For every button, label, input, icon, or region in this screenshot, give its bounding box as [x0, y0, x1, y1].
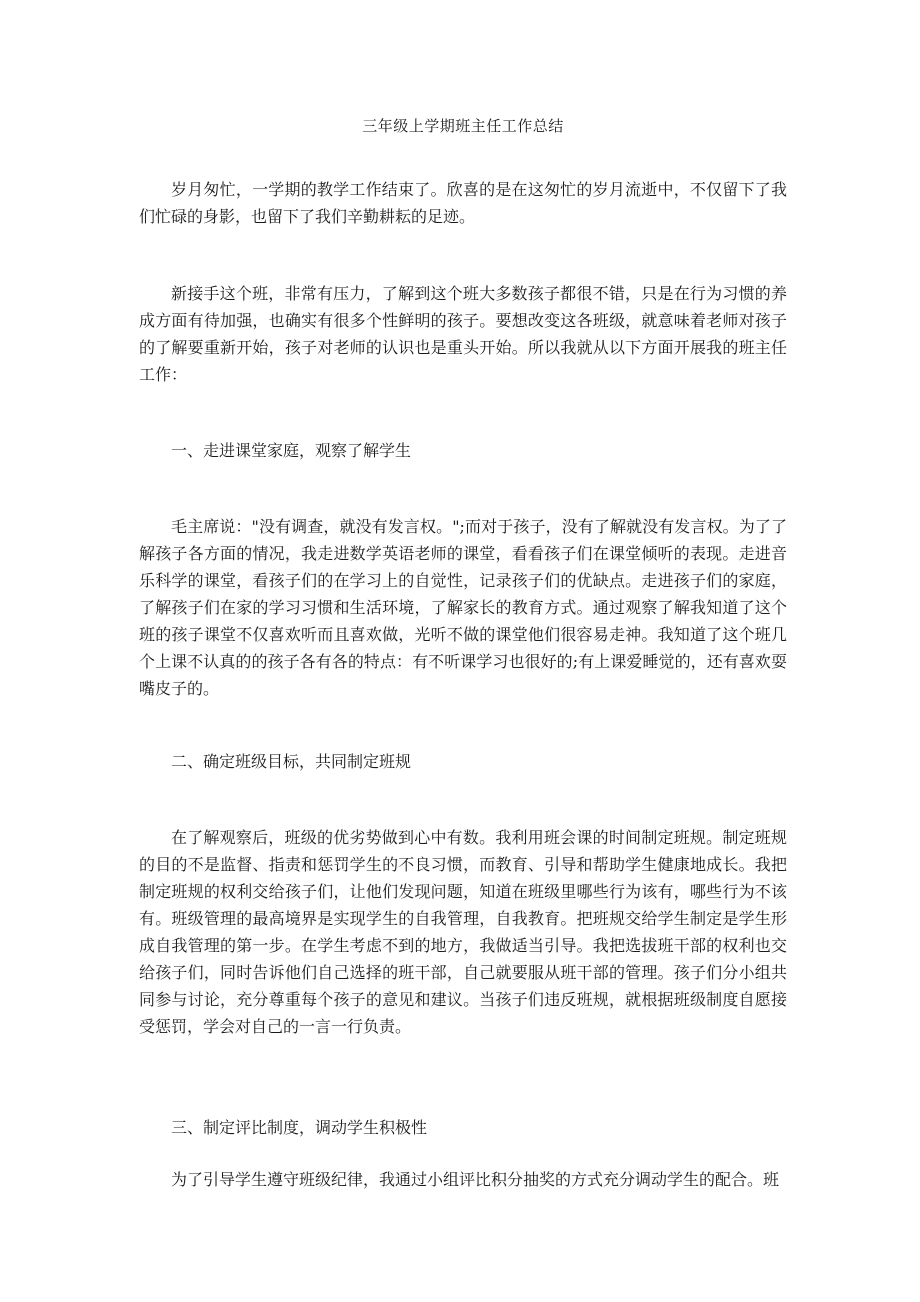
section-heading-3: 三、制定评比制度，调动学生积极性 — [171, 1118, 428, 1137]
paragraph-new-class: 新接手这个班，非常有压力，了解到这个班大多数孩子都很不错，只是在行为习惯的养成方面有待加强，也确实有很多个性鲜明的孩子。要想改变这各班级，就意味着老师对孩子的了解要重新开始，孩子对老师的认识也是重头开始。所以我就从以下方面开展我的班主任工作： — [139, 284, 787, 384]
paragraph-section-1: 毛主席说："没有调查，就没有发言权。";而对于孩子，没有了解就没有发言权。为了了解孩子各方面的情况，我走进数学英语老师的课堂，看看孩子们在课堂倾听的表现。走进音乐科学的课堂，看孩子们的在学习上的自觉性，记录孩子们的优缺点。走进孩子们的家庭，了解孩子们在家的学习习惯和生活环境，了解家长的教育方式。通过观察了解我知道了这个班的孩子课堂不仅喜欢听而且喜欢做，光听不做的课堂他们很容易走神。我知道了这个班几个上课不认真的的孩子各有各的特点：有不听课学习也很好的;有上课爱睡觉的，还有喜欢耍嘴皮子的。 — [139, 517, 787, 698]
section-heading-2: 二、确定班级目标，共同制定班规 — [171, 752, 412, 771]
paragraph-intro: 岁月匆忙，一学期的教学工作结束了。欣喜的是在这匆忙的岁月流逝中，不仅留下了我们忙碌的身影，也留下了我们辛勤耕耘的足迹。 — [139, 180, 787, 226]
paragraph-section-3: 为了引导学生遵守班级纪律，我通过小组评比积分抽奖的方式充分调动学生的配合。班 — [171, 1170, 780, 1189]
section-heading-1: 一、走进课堂家庭，观察了解学生 — [171, 441, 412, 460]
paragraph-section-2: 在了解观察后，班级的优劣势做到心中有数。我利用班会课的时间制定班规。制定班规的目的不是监督、指责和惩罚学生的不良习惯，而教育、引导和帮助学生健康地成长。我把制定班规的权利交给孩子们，让他们发现问题，知道在班级里哪些行为该有，哪些行为不该有。班级管理的最高境界是实现学生的自我管理，自我教育。把班规交给学生制定是学生形成自我管理的第一步。在学生考虑不到的地方，我做适当引导。我把选拔班干部的权利也交给孩子们，同时告诉他们自己选择的班干部，自己就要服从班干部的管理。孩子们分小组共同参与讨论，充分尊重每个孩子的意见和建议。当孩子们违反班规，就根据班级制度自愿接受惩罚，学会对自己的一言一行负责。 — [139, 828, 787, 1036]
document-title: 三年级上学期班主任工作总结 — [362, 117, 564, 135]
